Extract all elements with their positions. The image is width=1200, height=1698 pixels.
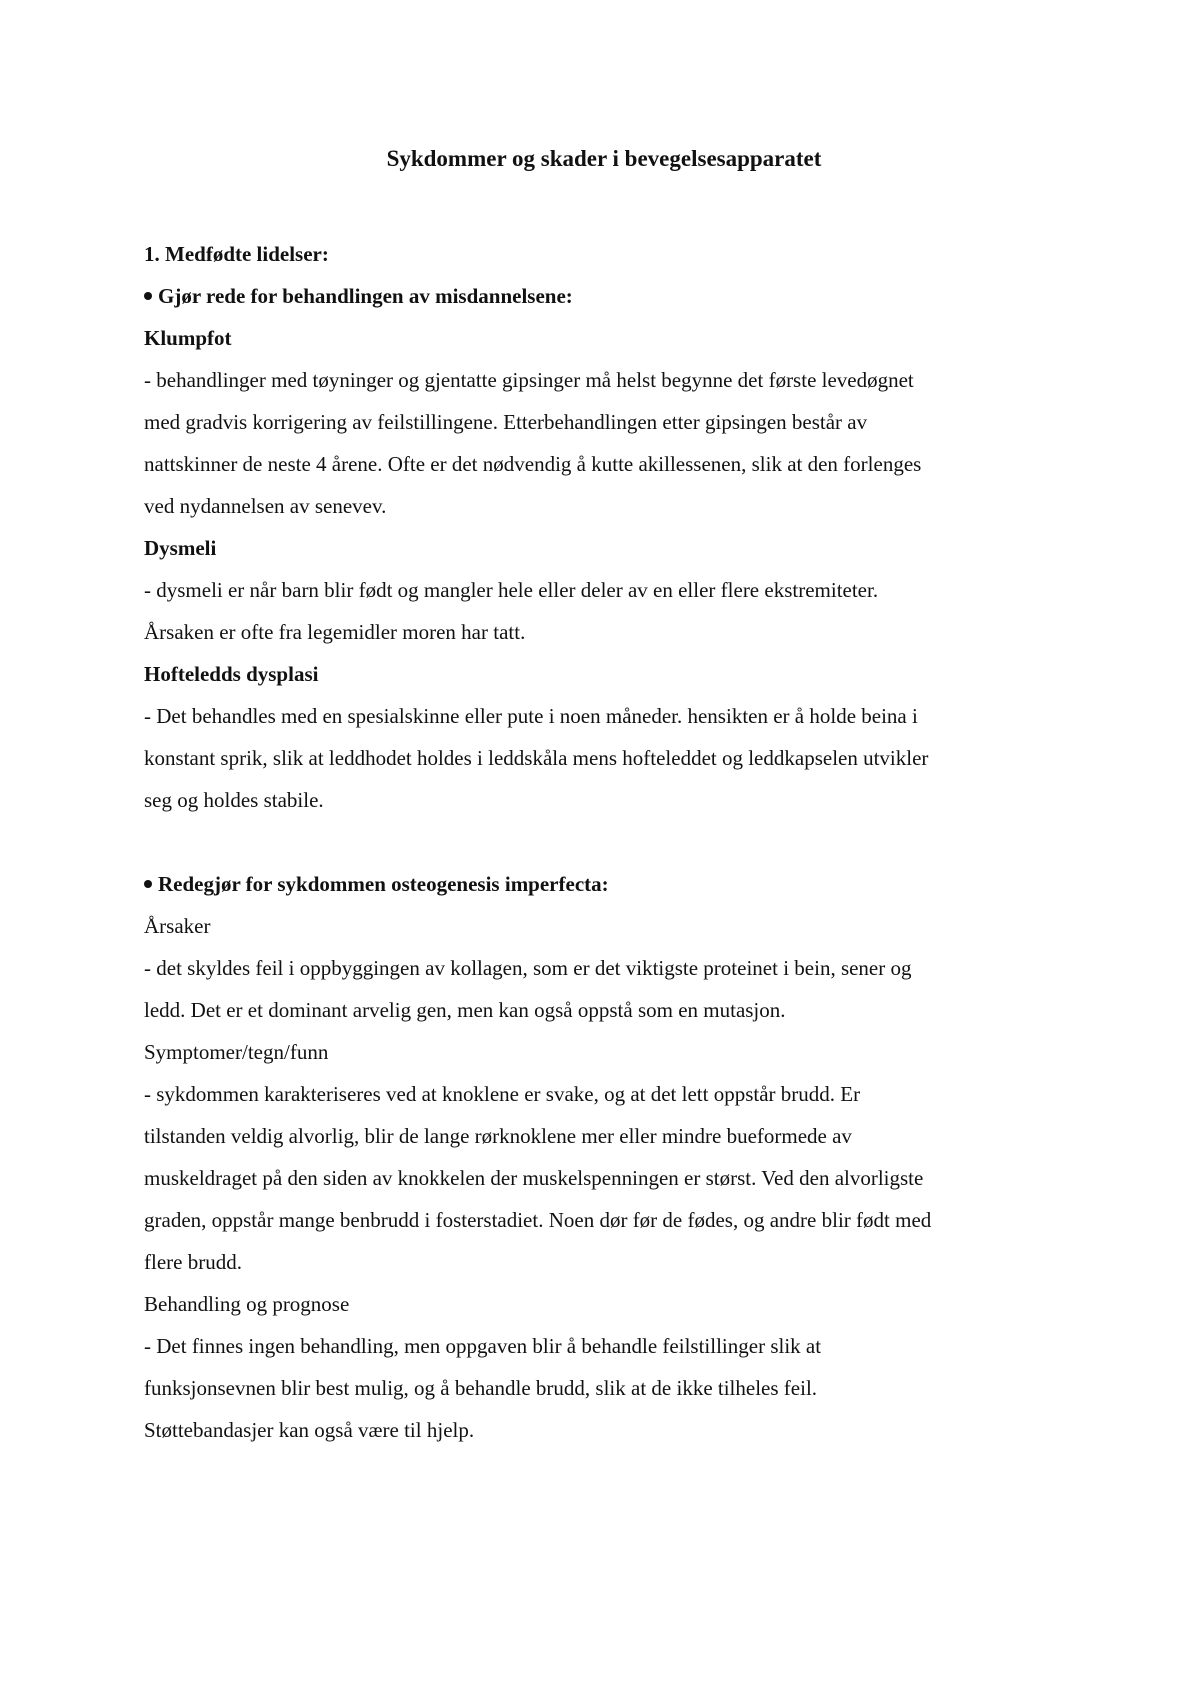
bullet-item-behandling <box>144 275 1064 317</box>
subheading-arsaker: Årsaker <box>144 914 211 938</box>
text-line: ved nydannelsen av senevev. <box>144 494 387 518</box>
text-line: - sykdommen karakteriseres ved at knoklene er svake, og at det lett oppstår brudd. Er <box>144 1082 861 1106</box>
subheading-hofteledds-dysplasi: Hofteledds dysplasi <box>144 662 319 686</box>
bullet-item-osteogenesis <box>144 863 1064 905</box>
text-line: med gradvis korrigering av feilstillingene. Etterbehandlingen etter gipsingen består av <box>144 410 868 434</box>
subheading-klumpfot: Klumpfot <box>144 326 232 350</box>
text-line: - dysmeli er når barn blir født og mangler hele eller deler av en eller flere ekstremiteter. <box>144 578 879 602</box>
section-heading-medfodte: 1. Medfødte lidelser: <box>144 242 329 266</box>
text-line: - behandlinger med tøyninger og gjentatte gipsinger må helst begynne det første levedøgnet <box>144 368 914 392</box>
text-line: tilstanden veldig alvorlig, blir de lange rørknoklene mer eller mindre bueformede av <box>144 1124 852 1148</box>
text-line: nattskinner de neste 4 årene. Ofte er det nødvendig å kutte akillessenen, slik at den forlenges <box>144 452 922 476</box>
text-line: - det skyldes feil i oppbyggingen av kollagen, som er det viktigste proteinet i bein, sener og <box>144 956 912 980</box>
bullet-text: Redegjør for sykdommen osteogenesis imperfecta: <box>158 872 609 896</box>
document-body <box>144 233 1064 1451</box>
text-line: - Det finnes ingen behandling, men oppgaven blir å behandle feilstillinger slik at <box>144 1334 822 1358</box>
bullet-text: Gjør rede for behandlingen av misdannelsene: <box>158 284 573 308</box>
text-line: Støttebandasjer kan også være til hjelp. <box>144 1418 475 1442</box>
text-line: konstant sprik, slik at leddhodet holdes i leddskåla mens hofteleddet og leddkapselen utvikler <box>144 746 929 770</box>
bullet-icon <box>144 880 152 888</box>
paragraph-dysmeli <box>144 569 1064 653</box>
subheading-behandling-prognose: Behandling og prognose <box>144 1292 350 1316</box>
paragraph-behandling-prognose <box>144 1325 1064 1451</box>
subheading-dysmeli: Dysmeli <box>144 536 217 560</box>
text-line: graden, oppstår mange benbrudd i fosterstadiet. Noen dør før de fødes, og andre blir født med <box>144 1208 932 1232</box>
paragraph-arsaker <box>144 947 1064 1031</box>
page-title: Sykdommer og skader i bevegelsesapparatet <box>386 146 822 171</box>
text-line: flere brudd. <box>144 1250 242 1274</box>
subheading-symptomer: Symptomer/tegn/funn <box>144 1040 329 1064</box>
text-line: Årsaken er ofte fra legemidler moren har tatt. <box>144 620 526 644</box>
blank-line <box>144 821 1064 863</box>
paragraph-hofteledds-dysplasi <box>144 695 1064 821</box>
text-line: - Det behandles med en spesialskinne eller pute i noen måneder. hensikten er å holde beina i <box>144 704 918 728</box>
text-line: muskeldraget på den siden av knokkelen der muskelspenningen er størst. Ved den alvorligste <box>144 1166 924 1190</box>
text-line: seg og holdes stabile. <box>144 788 324 812</box>
text-line: funksjonsevnen blir best mulig, og å behandle brudd, slik at de ikke tilheles feil. <box>144 1376 818 1400</box>
bullet-icon <box>144 292 152 300</box>
paragraph-symptomer <box>144 1073 1064 1283</box>
paragraph-klumpfot <box>144 359 1064 527</box>
text-line: ledd. Det er et dominant arvelig gen, men kan også oppstå som en mutasjon. <box>144 998 786 1022</box>
